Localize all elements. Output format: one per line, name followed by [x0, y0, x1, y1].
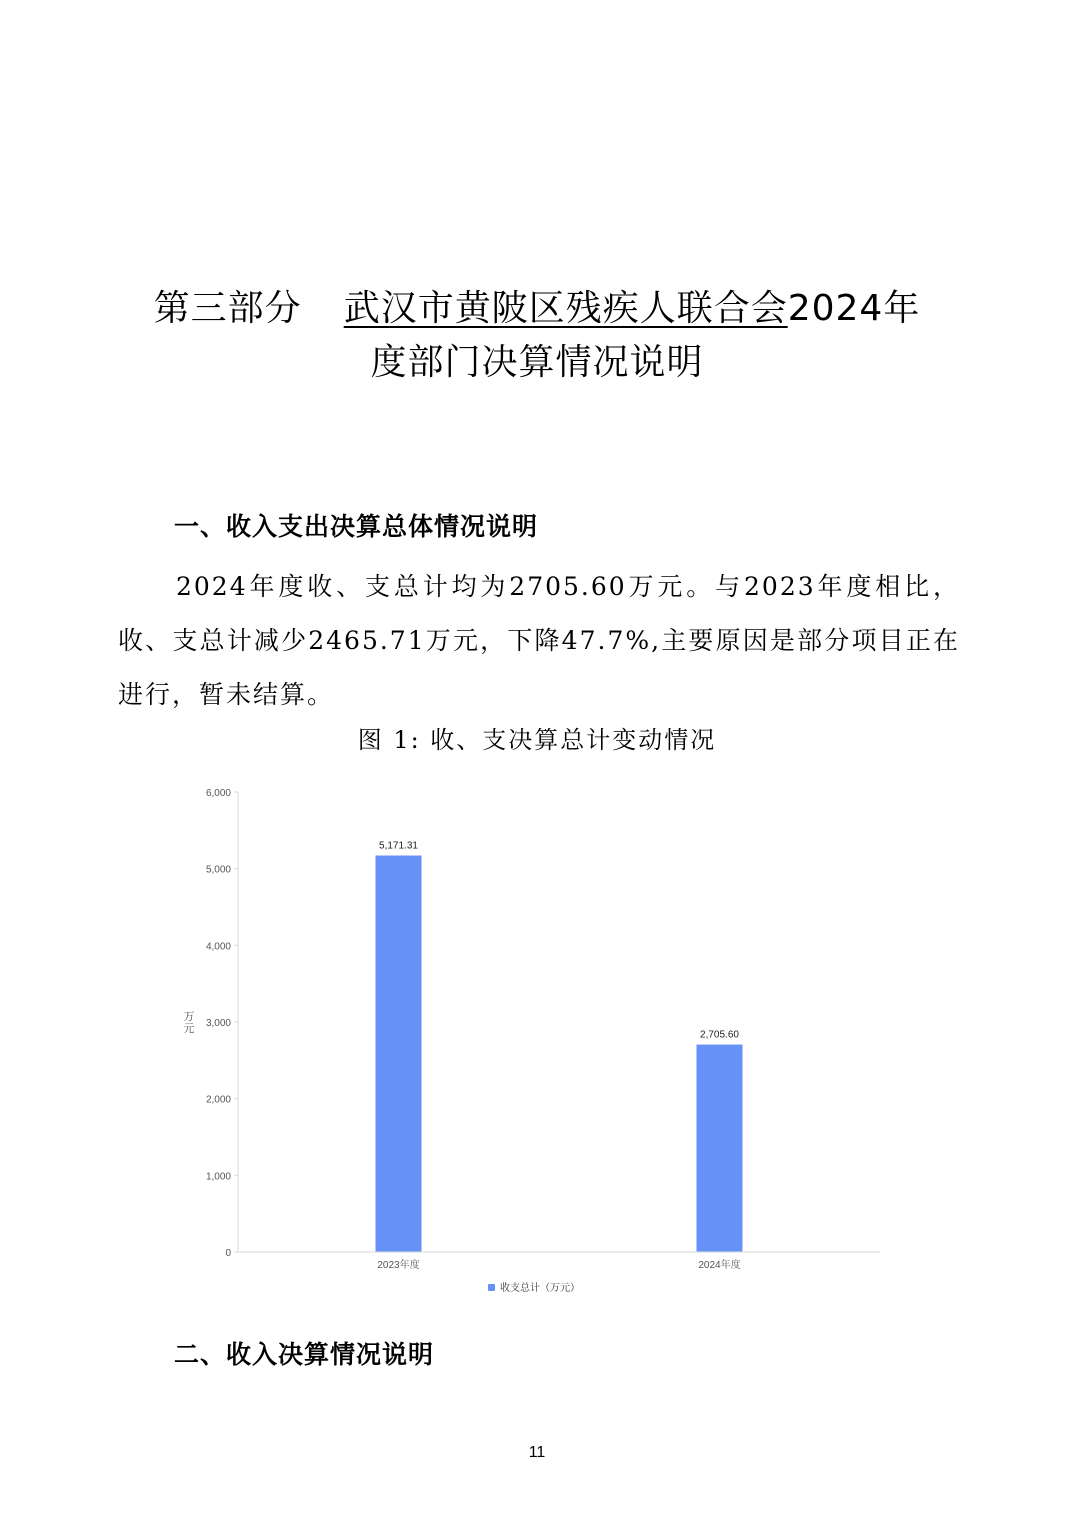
x-axis — [238, 1252, 880, 1271]
y-axis — [206, 788, 238, 1259]
bar-chart — [160, 776, 900, 1306]
figure-caption: 图 1: 收、支决算总计变动情况 — [357, 726, 717, 754]
y-axis-label: 万 — [183, 1011, 195, 1023]
data-label: 2,705.60 — [700, 1029, 739, 1041]
legend-swatch — [488, 1284, 495, 1291]
title-year: 2024年 — [787, 288, 921, 329]
title-line-2: 度部门决算情况说明 — [370, 342, 704, 383]
bar — [697, 1045, 743, 1252]
data-label: 5,171.31 — [379, 840, 418, 852]
x-tick-label: 2023年度 — [377, 1260, 420, 1271]
title-org: 武汉市黄陂区残疾人联合会 — [343, 288, 788, 329]
y-tick-label: 3,000 — [205, 1018, 231, 1029]
section-1-heading: 一、收入支出决算总体情况说明 — [174, 512, 539, 541]
y-tick-label: 1,000 — [205, 1171, 231, 1183]
page-number: 11 — [528, 1444, 546, 1461]
title-prefix: 第三部分 — [153, 288, 302, 329]
title-line-1 — [100, 282, 974, 336]
y-tick-label: 0 — [225, 1248, 231, 1259]
y-tick-label: 4,000 — [205, 941, 231, 953]
bars — [376, 841, 743, 1252]
bar — [376, 856, 422, 1252]
x-tick-label: 2024年度 — [698, 1260, 741, 1271]
page-title — [100, 282, 974, 390]
y-tick-label: 6,000 — [205, 788, 231, 799]
y-axis-label: 元 — [183, 1023, 195, 1035]
legend-entry: 收支总计（万元） — [500, 1283, 580, 1294]
section-1-paragraph: 2024年度收、支总计均为2705.60万元。与2023年度相比，收、支总计减少2465.71万元，下降47.7%,主要原因是部分项目正在进行，暂未结算。 — [118, 572, 960, 709]
y-tick-label: 5,000 — [205, 864, 231, 876]
section-2-heading: 二、收入决算情况说明 — [174, 1340, 435, 1369]
y-tick-label: 2,000 — [205, 1094, 231, 1106]
legend — [488, 1281, 580, 1294]
